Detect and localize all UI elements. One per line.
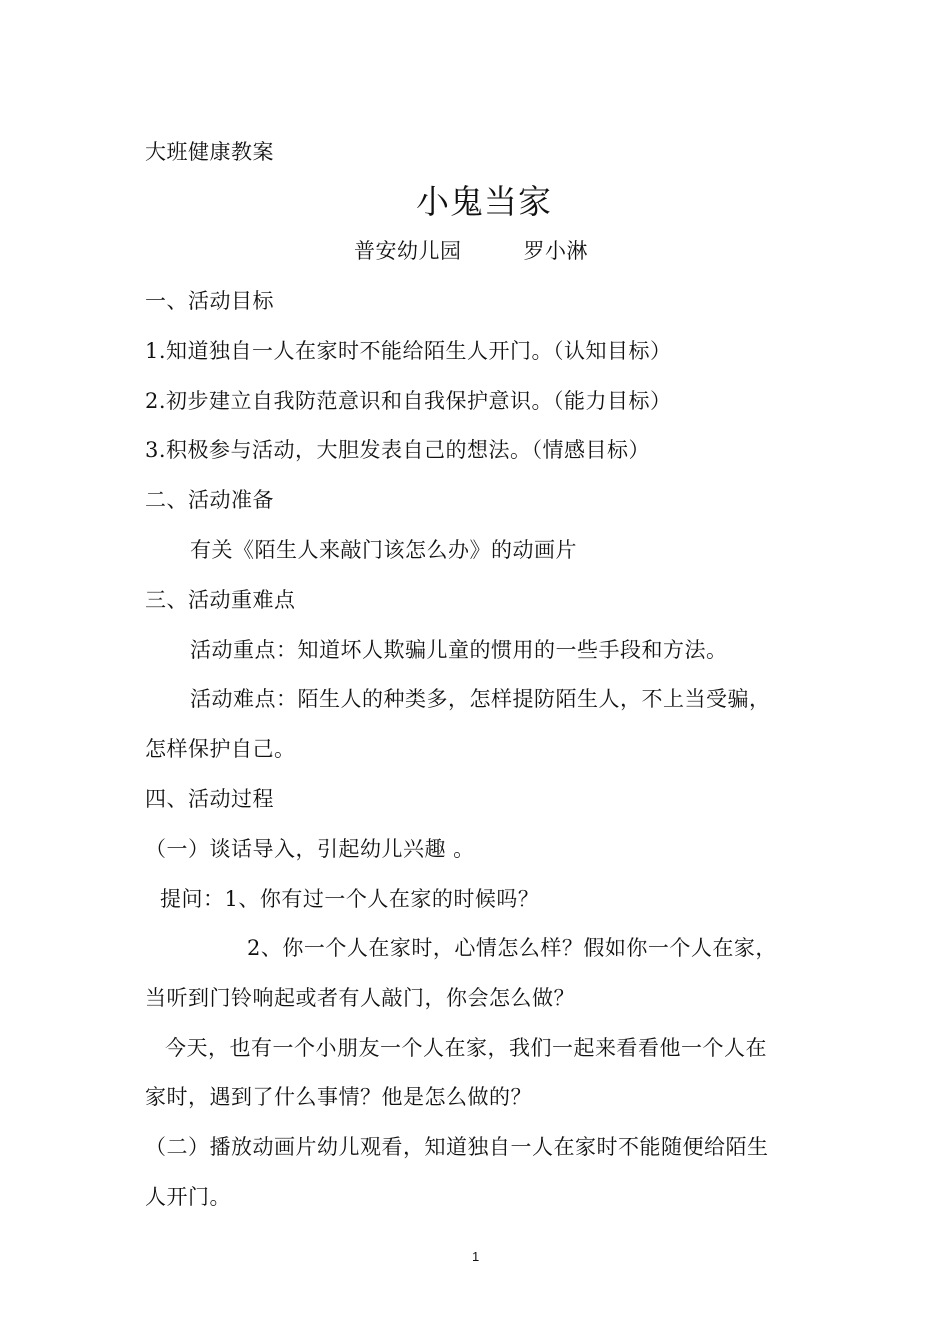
document-title: 小鬼当家 bbox=[416, 182, 552, 221]
goal-item-1: 1.知道独自一人在家时不能给陌生人开门。（认知目标） bbox=[145, 339, 672, 363]
question-2-line-2: 当听到门铃响起或者有人敲门，你会怎么做？ bbox=[145, 986, 575, 1010]
section-heading-process: 四、活动过程 bbox=[145, 787, 274, 811]
difficulty-text-line-2: 怎样保护自己。 bbox=[145, 737, 296, 761]
intro-paragraph-line-1: 今天，也有一个小朋友一个人在家，我们一起来看看他一个人在 bbox=[165, 1036, 767, 1060]
process-step-1-heading: （一）谈话导入，引起幼儿兴趣 。 bbox=[145, 837, 475, 861]
section-heading-key-points: 三、活动重难点 bbox=[145, 588, 296, 612]
page-number: 1 bbox=[472, 1249, 480, 1264]
goal-item-3: 3.积极参与活动，大胆发表自己的想法。（情感目标） bbox=[145, 438, 651, 462]
preparation-text: 有关《陌生人来敲门该怎么办》的动画片 bbox=[190, 538, 577, 562]
process-step-2-line-2: 人开门。 bbox=[145, 1185, 231, 1209]
process-step-2-line-1: （二）播放动画片幼儿观看，知道独自一人在家时不能随便给陌生 bbox=[145, 1135, 769, 1159]
section-heading-goals: 一、活动目标 bbox=[145, 289, 274, 313]
byline bbox=[354, 236, 588, 266]
question-2-line-1: 2、你一个人在家时，心情怎么样？假如你一个人在家， bbox=[247, 936, 777, 960]
document-category: 大班健康教案 bbox=[145, 140, 274, 164]
difficulty-text-line-1: 活动难点：陌生人的种类多，怎样提防陌生人，不上当受骗， bbox=[190, 687, 771, 711]
key-point-text: 活动重点：知道坏人欺骗儿童的惯用的一些手段和方法。 bbox=[190, 638, 728, 662]
section-heading-preparation: 二、活动准备 bbox=[145, 488, 274, 512]
question-1: 提问：1、你有过一个人在家的时候吗？ bbox=[160, 887, 540, 911]
school-name: 普安幼儿园 bbox=[354, 239, 462, 263]
author-name: 罗小淋 bbox=[523, 239, 588, 263]
goal-item-2: 2.初步建立自我防范意识和自我保护意识。（能力目标） bbox=[145, 389, 672, 413]
intro-paragraph-line-2: 家时，遇到了什么事情？他是怎么做的？ bbox=[145, 1085, 532, 1109]
